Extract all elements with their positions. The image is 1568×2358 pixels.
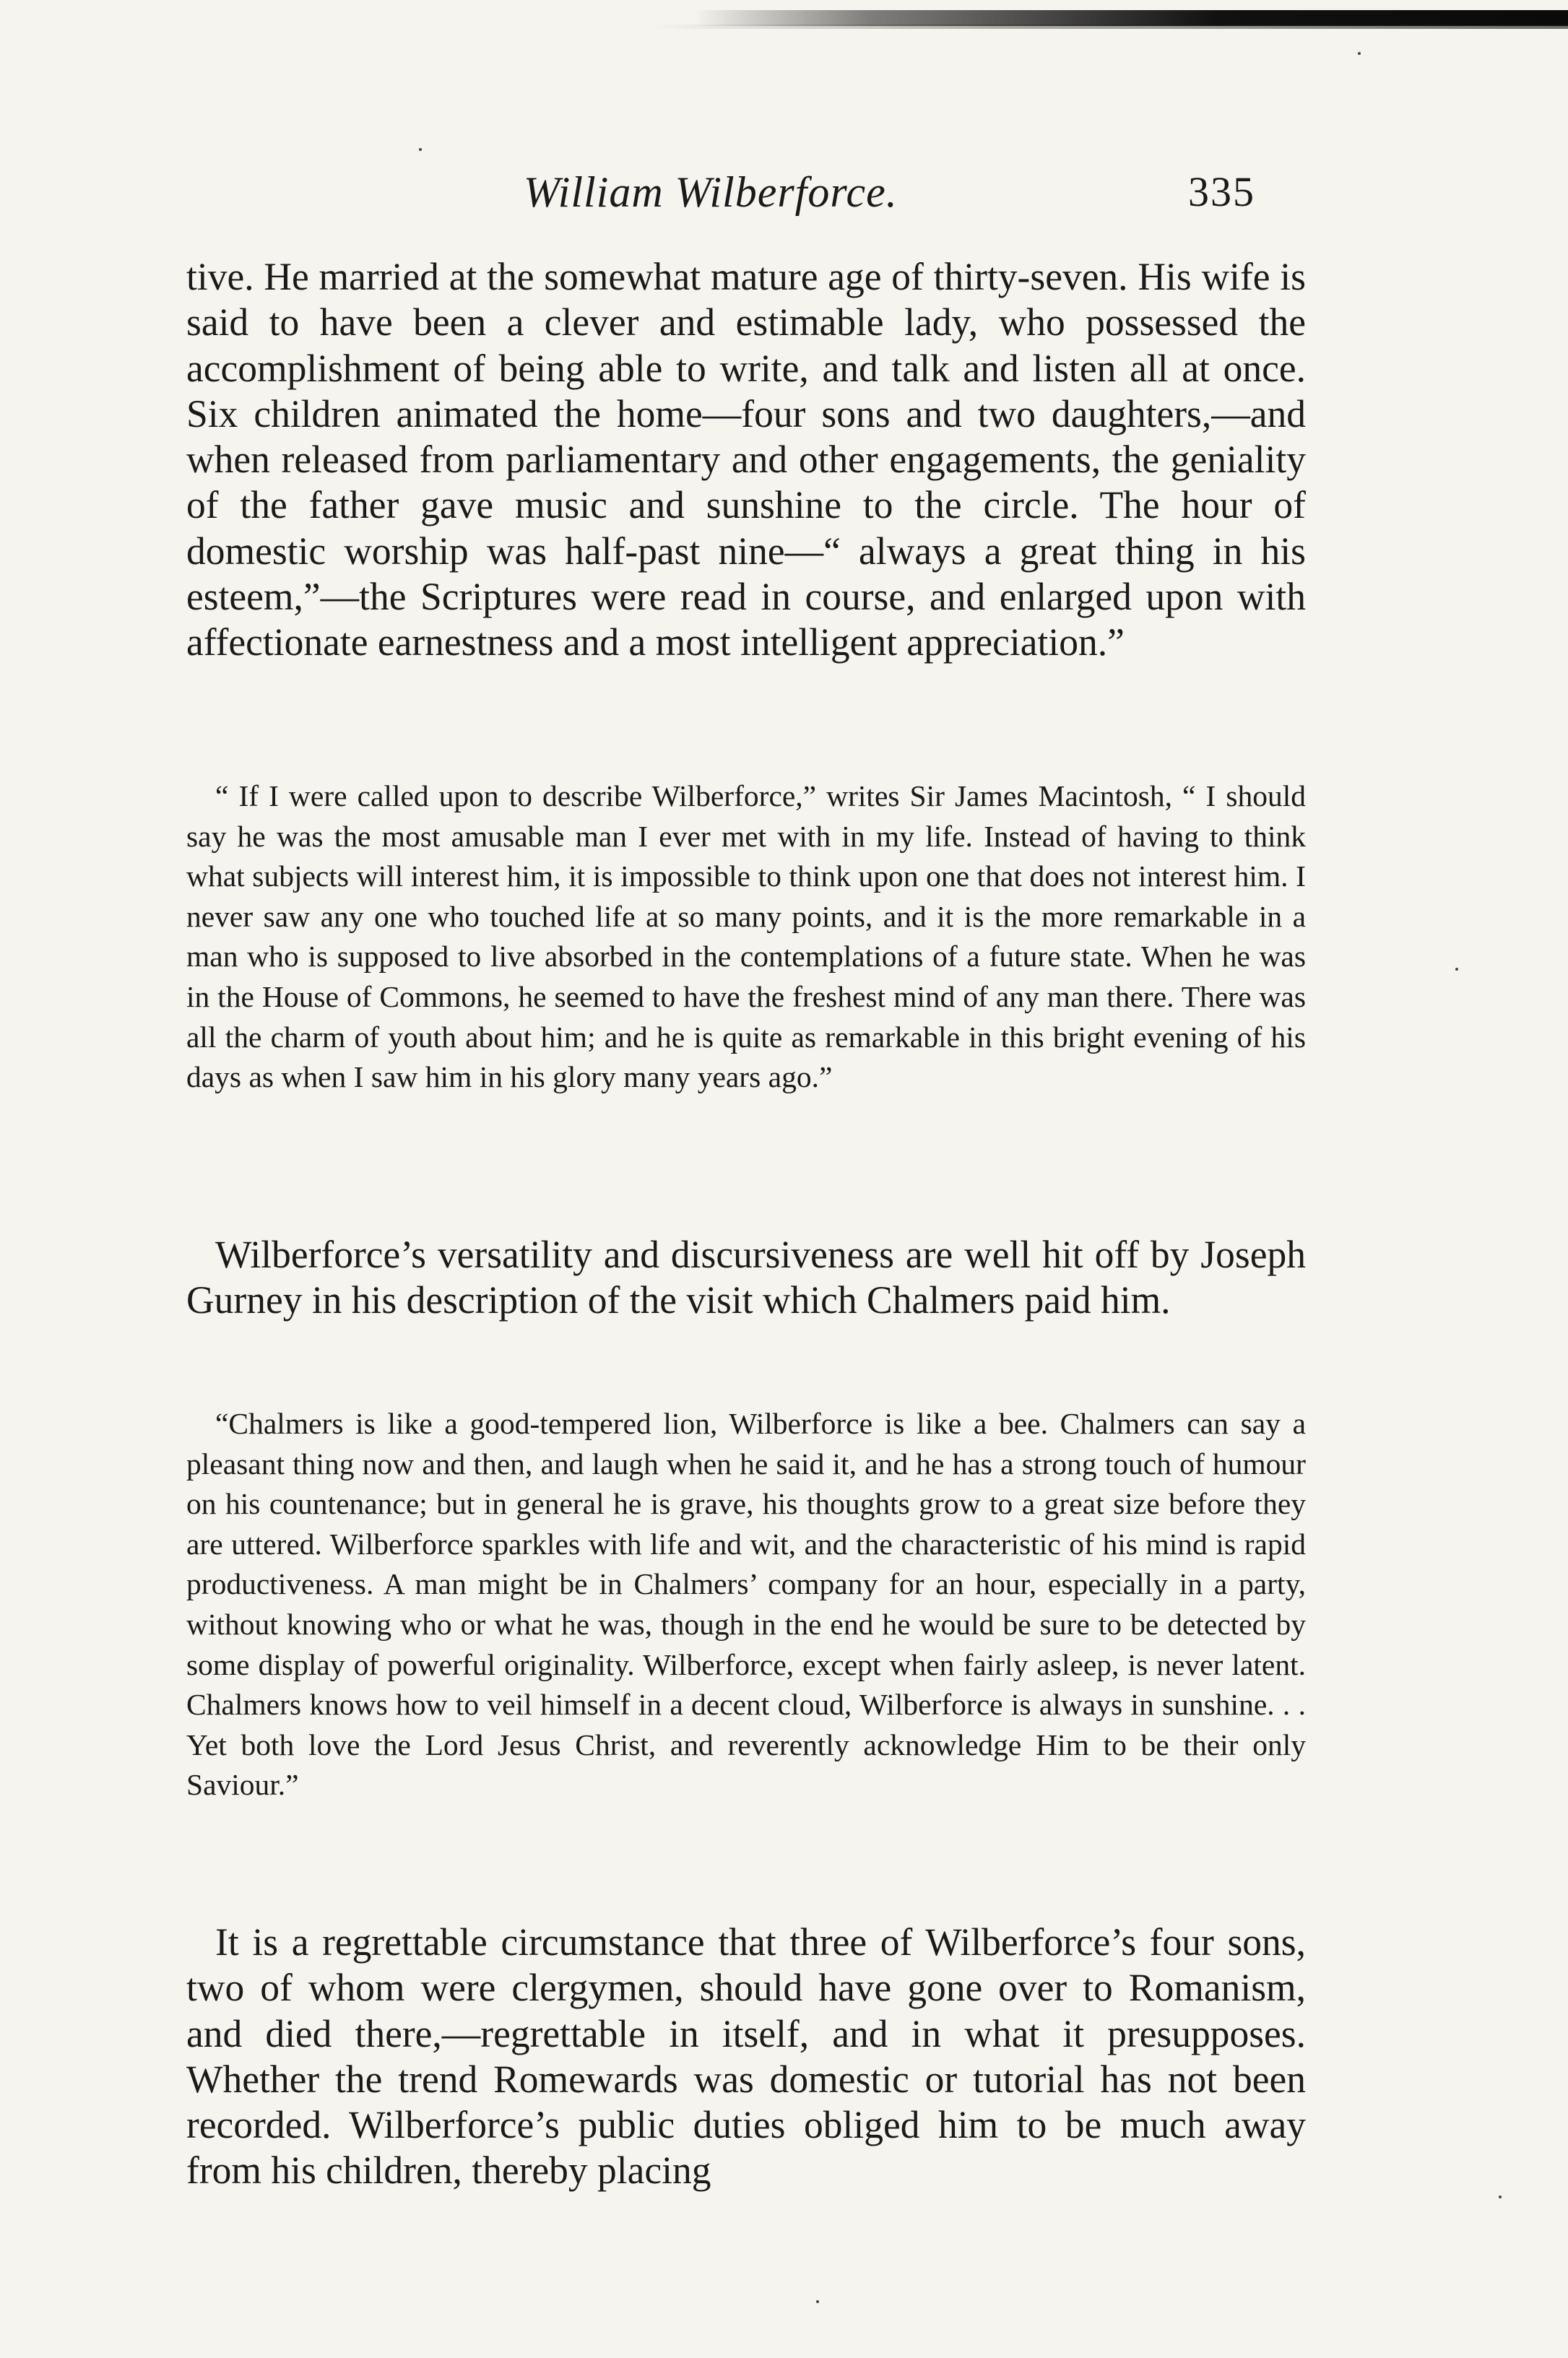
top-scan-shadow bbox=[650, 25, 1568, 29]
paragraph-1-text: tive. He married at the somewhat mature age of thirty-seven. His wife is said to have been a clever and estimable lady, who possessed the accomplishment of being able to write, and talk and listen all at once. Six children animated the home—four sons and two daughters,—and when released from parliamentary and other engagements, the geniality of the father gave music and sunshine to the circle. The hour of domestic worship was half-past nine—“ always a great thing in his esteem,”—the Scriptures were read in course, and enlarged upon with affectionate earnestness and a most intelligent appreciation.” bbox=[186, 255, 1306, 664]
quote-2-text: “Chalmers is like a good-tempered lion, Wilberforce is like a bee. Chalmers can say a pleasant thing now and then, and laugh when he said it, and he has a strong touch of humour on his countenance; but in general he is grave, his thoughts grow to a great size before they are uttered. Wilberforce sparkles with life and wit, and the characteristic of his mind is rapid productiveness. A man might be in Chalmers’ company for an hour, especially in a party, without knowing who or what he was, though in the end he would be sure to be detected by some display of powerful originality. Wilberforce, except when fairly asleep, is never latent. Chalmers knows how to veil himself in a decent cloud, Wilberforce is always in sunshine. . . Yet both love the Lord Jesus Christ, and reverently acknowledge Him to be their only Saviour.” bbox=[186, 1407, 1306, 1802]
page-number: 335 bbox=[1188, 168, 1255, 215]
block-quote-macintosh bbox=[186, 776, 1306, 1098]
page-header bbox=[0, 168, 1568, 233]
block-quote-chalmers bbox=[186, 1404, 1306, 1806]
paragraph-sons bbox=[186, 1920, 1306, 2194]
quote-1-text: “ If I were called upon to describe Wilberforce,” writes Sir James Macintosh, “ I should say he was the most amusable man I ever met with in my life. Instead of having to think what subjects will interest him, it is impossible to think upon one that does not interest him. I never saw any one who touched life at so many points, and it is the more remarkable in a man who is supposed to live absorbed in the contemplations of a future state. When he was in the House of Commons, he seemed to have the freshest mind of any man there. There was all the charm of youth about him; and he is quite as remarkable in this bright evening of his days as when I saw him in his glory many years ago.” bbox=[186, 779, 1306, 1094]
scan-speck bbox=[419, 148, 422, 151]
paragraph-continuation bbox=[186, 254, 1306, 666]
scan-speck bbox=[1455, 968, 1458, 971]
paragraph-2-text: Wilberforce’s versatility and discursiveness are well hit off by Joseph Gurney in his description of the visit which Chalmers paid him. bbox=[186, 1233, 1306, 1322]
top-scan-edge bbox=[693, 10, 1568, 26]
scan-speck bbox=[816, 2300, 819, 2303]
paragraph-gurney bbox=[186, 1232, 1306, 1324]
paragraph-3-text: It is a regrettable circumstance that three of Wilberforce’s four sons, two of whom were clergymen, should have gone over to Romanism, and died there,—regrettable in itself, and in what it presupposes. Whether the trend Romewards was domestic or tutorial has not been recorded. Wilberforce’s public duties obliged him to be much away from his children, thereby placing bbox=[186, 1920, 1306, 2193]
scan-speck bbox=[1358, 52, 1361, 55]
running-title: William Wilberforce. bbox=[524, 168, 898, 216]
scan-speck bbox=[1499, 2196, 1502, 2198]
